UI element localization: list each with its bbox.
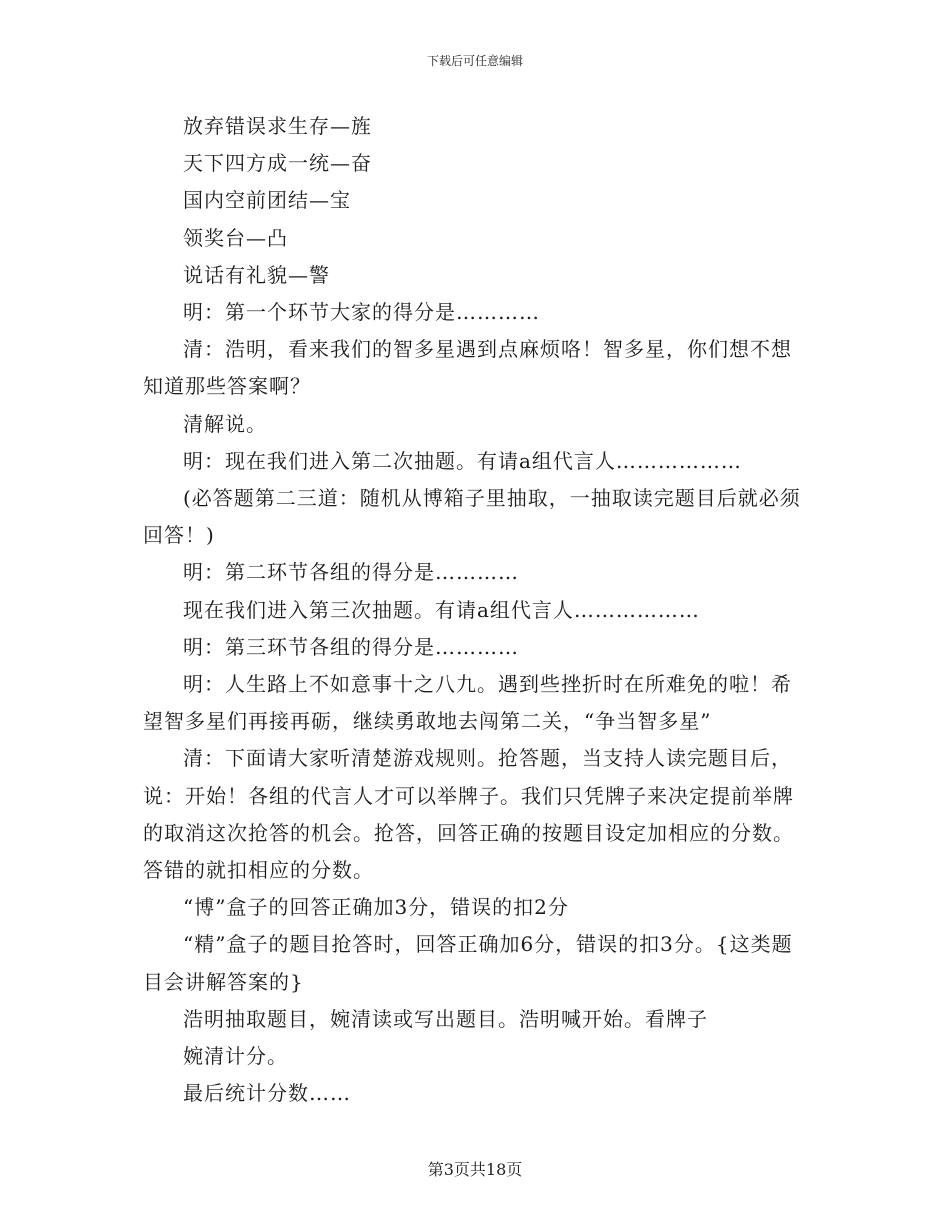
paragraph: 天下四方成一统—奋: [183, 151, 372, 176]
paragraph: 明：现在我们进入第二次抽题。有请a组代言人………………: [183, 448, 742, 473]
paragraph: 国内空前团结—宝: [183, 188, 351, 213]
paragraph: 明：人生路上不如意事十之八九。遇到些挫折时在所难免的啦！希望智多星们再接再砺，继续勇敢地去闯第二关，“争当智多星”: [143, 672, 792, 734]
paragraph: “博”盒子的回答正确加3分，错误的扣2分: [183, 895, 569, 920]
paragraph: 清解说。: [183, 411, 267, 436]
paragraph: 领奖台—凸: [183, 225, 288, 250]
document-body: [143, 108, 811, 1112]
paragraph: 最后统计分数……: [183, 1081, 351, 1106]
paragraph: 浩明抽取题目，婉清读或写出题目。浩明喊开始。看牌子: [183, 1006, 708, 1031]
paragraph: “精”盒子的题目抢答时，回答正确加6分，错误的扣3分。{这类题目会讲解答案的}: [143, 932, 793, 994]
paragraph: 现在我们进入第三次抽题。有请a组代言人………………: [183, 597, 700, 622]
page-header: 下载后可任意编辑: [426, 54, 523, 68]
paragraph: 清：浩明，看来我们的智多星遇到点麻烦咯！智多星，你们想不想知道那些答案啊？: [143, 337, 792, 399]
paragraph: 明：第一个环节大家的得分是…………: [183, 300, 540, 325]
paragraph: 婉清计分。: [183, 1044, 288, 1069]
paragraph: (必答题第二三道：随机从博箱子里抽取，一抽取读完题目后就必须回答！): [143, 486, 801, 548]
paragraph: 说话有礼貌—警: [183, 262, 330, 287]
page-number: 第3页共18页: [427, 1160, 523, 1179]
paragraph: 明：第三环节各组的得分是…………: [183, 634, 519, 659]
paragraph: 明：第二环节各组的得分是…………: [183, 560, 519, 585]
paragraph: 放弃错误求生存—旌: [183, 114, 372, 138]
paragraph: 清：下面请大家听清楚游戏规则。抢答题，当支持人读完题目后，说：开始！各组的代言人才可以举牌子。我们只凭牌子来决定提前举牌的取消这次抢答的机会。抢答，回答正确的按题目设定加相应的分数。答错的就扣相应的分数。: [143, 746, 794, 883]
